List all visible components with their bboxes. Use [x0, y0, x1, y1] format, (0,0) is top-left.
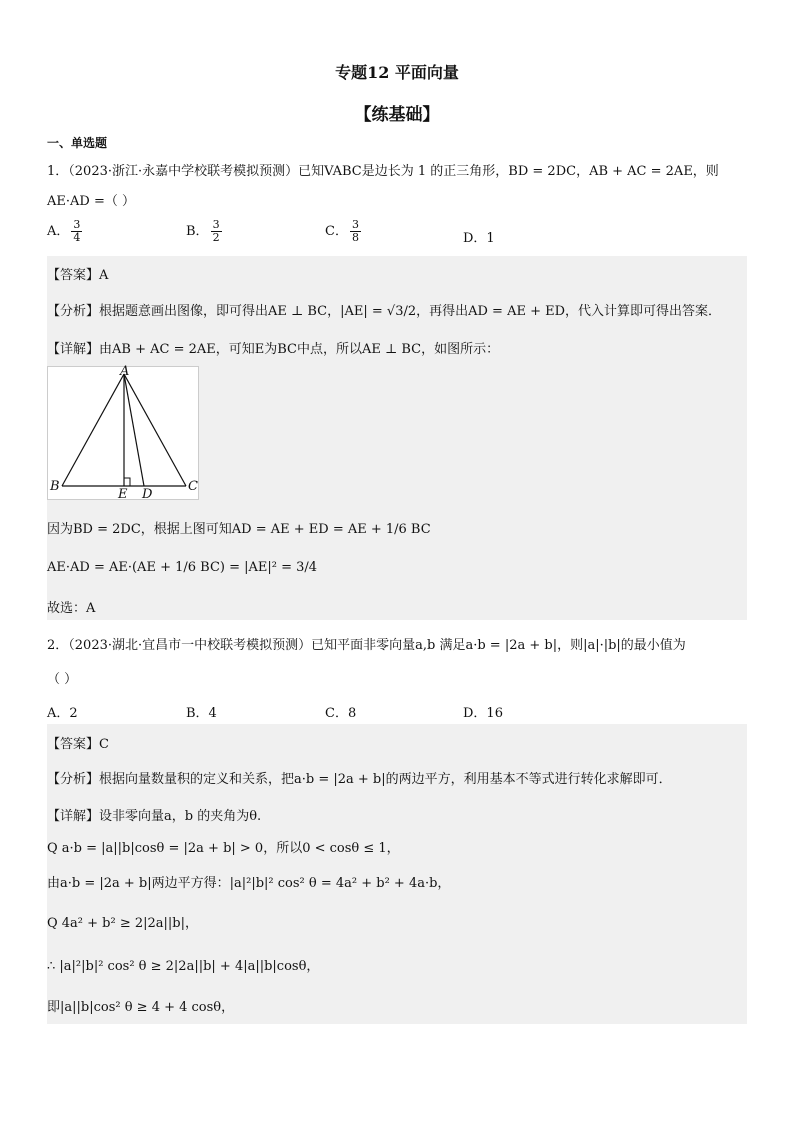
q2-option-b: B．4: [186, 706, 217, 721]
q2-stem-line2: （ ）: [47, 672, 78, 687]
q2-option-c: C．8: [325, 706, 357, 721]
q1-analysis: 【分析】根据题意画出图像，即可得出AE ⊥ BC，|AE| = √3/2，再得出AD = AE + ED，代入计算即可得出答案．: [47, 304, 722, 319]
q1-option-b: B． $\frac{3}{2}$: [186, 218, 220, 244]
q1-because: 因为BD = 2DC，根据上图可知AD = AE + ED = AE + 1/6 BC: [47, 522, 431, 537]
q1-answer: 【答案】A: [47, 268, 109, 283]
q2-answer: 【答案】C: [47, 737, 109, 752]
q1-choose: 故选：A: [47, 601, 96, 616]
q2-line3: Q 4a² + b² ≥ 2|2a||b|，: [47, 916, 199, 931]
q1-option-c: C． $\frac{3}{8}$: [325, 218, 359, 244]
page-subtitle: 【练基础】: [354, 105, 440, 125]
label-e: E: [118, 487, 128, 502]
q1-calc: AE·AD = AE·(AE + 1/6 BC) = |AE|² = 3/4: [47, 560, 318, 575]
q2-option-a: A．2: [47, 706, 78, 721]
triangle-figure: [47, 366, 199, 500]
q2-detail: 【详解】设非零向量a，b 的夹角为θ.: [47, 809, 262, 824]
q1-stem-line2: AE·AD =（ ）: [47, 194, 135, 209]
label-d: D: [142, 487, 153, 502]
section-heading: 一、单选题: [47, 136, 108, 150]
q1-option-d: D．1: [463, 231, 495, 246]
q2-stem-line1: 2．（2023·湖北·宜昌市一中校联考模拟预测）已知平面非零向量a,b 满足a·b = |2a + b|，则|a|·|b|的最小值为: [47, 638, 686, 653]
q2-line1: Q a·b = |a||b|cosθ = |2a + b| > 0，所以0 < cosθ ≤ 1，: [47, 841, 400, 856]
q1-stem-line1: 1．（2023·浙江·永嘉中学校联考模拟预测）已知VABC是边长为 1 的正三角形，BD = 2DC，AB + AC = 2AE，则: [47, 164, 719, 179]
label-a: A: [120, 364, 130, 379]
label-c: C: [188, 479, 198, 494]
q2-analysis: 【分析】根据向量数量积的定义和关系，把a·b = |2a + b|的两边平方，利用基本不等式进行转化求解即可．: [47, 772, 672, 787]
q1-detail: 【详解】由AB + AC = 2AE，可知E为BC中点，所以AE ⊥ BC，如图所示：: [47, 342, 500, 357]
page-title: 专题12 平面向量: [335, 63, 459, 82]
triangle-diagram: [48, 367, 198, 499]
q2-line5: 即|a||b|cos² θ ≥ 4 + 4 cosθ，: [47, 1000, 235, 1015]
label-b: B: [50, 479, 60, 494]
q2-line4: ∴ |a|²|b|² cos² θ ≥ 2|2a||b| + 4|a||b|cosθ，: [47, 959, 320, 974]
q2-option-d: D．16: [463, 706, 503, 721]
q1-option-a: A． $\frac{3}{4}$: [47, 218, 81, 244]
q2-line2: 由a·b = |2a + b|两边平方得：|a|²|b|² cos² θ = 4a² + b² + 4a·b，: [47, 876, 451, 891]
